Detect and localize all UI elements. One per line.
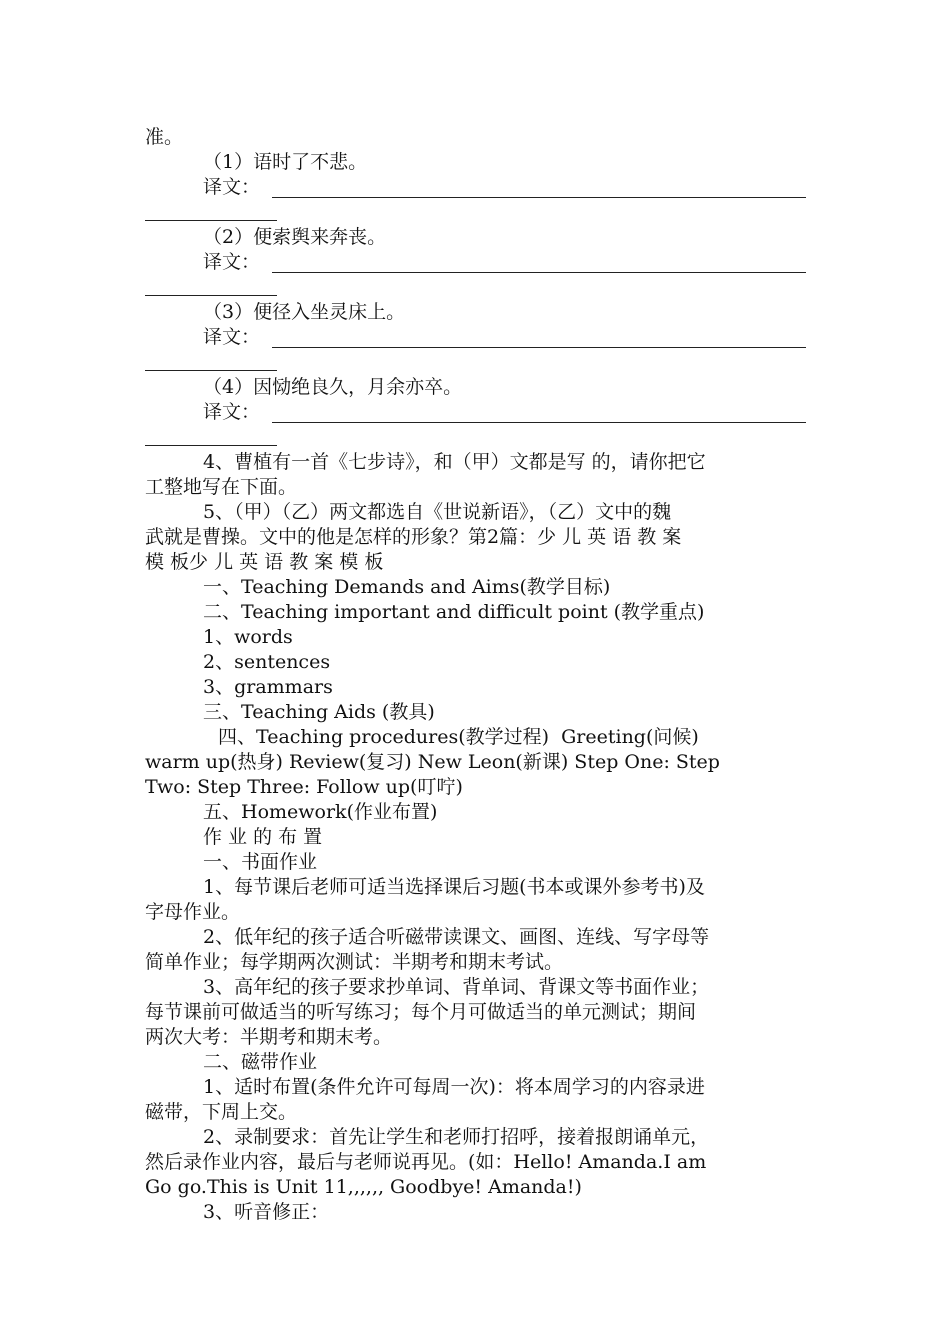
text-line: 一、书面作业 bbox=[203, 851, 318, 873]
text-line: 一、Teaching Demands and Aims(教学目标) bbox=[203, 576, 611, 598]
text-line: （1）语时了不悲。 bbox=[203, 151, 368, 173]
text-line: Two: Step Three: Follow up(叮咛) bbox=[145, 776, 463, 798]
answer-underline bbox=[272, 272, 806, 273]
text-line: 3、grammars bbox=[203, 676, 333, 698]
answer-underline-continued bbox=[145, 295, 277, 296]
text-line: 工整地写在下面。 bbox=[145, 476, 298, 498]
text-line: 1、words bbox=[203, 626, 293, 648]
text-line: 三、Teaching Aids (教具) bbox=[203, 701, 435, 723]
answer-label: 译文： bbox=[203, 326, 261, 348]
text-line: 四、Teaching procedures(教学过程) Greeting(问候) bbox=[218, 726, 699, 748]
text-line: 1、适时布置(条件允许可每周一次)：将本周学习的内容录进 bbox=[203, 1076, 705, 1098]
answer-label: 译文： bbox=[203, 401, 261, 423]
answer-underline bbox=[272, 347, 806, 348]
text-line: 武就是曹操。文中的他是怎样的形象？第2篇：少 儿 英 语 教 案 bbox=[145, 526, 682, 548]
answer-label: 译文： bbox=[203, 176, 261, 198]
answer-underline-continued bbox=[145, 220, 277, 221]
answer-label: 译文： bbox=[203, 251, 261, 273]
text-line: warm up(热身) Review(复习) New Leon(新课) Step One: Step bbox=[145, 751, 720, 773]
answer-underline-continued bbox=[145, 445, 277, 446]
text-line: 准。 bbox=[145, 126, 184, 148]
text-line: 简单作业；每学期两次测试：半期考和期末考试。 bbox=[145, 951, 564, 973]
text-line: 字母作业。 bbox=[145, 901, 241, 923]
text-line: 2、sentences bbox=[203, 651, 331, 673]
text-line: Go go.This is Unit 11,,,,,, Goodbye! Amanda!) bbox=[145, 1176, 582, 1198]
text-line: 五、Homework(作业布置) bbox=[203, 801, 438, 823]
text-line: 2、低年纪的孩子适合听磁带读课文、画图、连线、写字母等 bbox=[203, 926, 710, 948]
text-line: （4）因恸绝良久，月余亦卒。 bbox=[203, 376, 463, 398]
text-line: （2）便索舆来奔丧。 bbox=[203, 226, 387, 248]
text-line: 3、听音修正： bbox=[203, 1201, 330, 1223]
text-line: 每节课前可做适当的听写练习；每个月可做适当的单元测试；期间 bbox=[145, 1001, 697, 1023]
section-heading: 作 业 的 布 置 bbox=[203, 826, 323, 848]
text-line: 2、录制要求：首先让学生和老师打招呼，接着报朗诵单元， bbox=[203, 1126, 710, 1148]
text-line: 1、每节课后老师可适当选择课后习题(书本或课外参考书)及 bbox=[203, 876, 705, 898]
text-line: 模 板少 儿 英 语 教 案 模 板 bbox=[145, 551, 384, 573]
text-line: 二、Teaching important and difficult point (教学重点) bbox=[203, 601, 705, 623]
answer-underline bbox=[272, 197, 806, 198]
text-line: 5、（甲）（乙）两文都选自《世说新语》，（乙）文中的魏 bbox=[203, 501, 672, 523]
text-line: 磁带，下周上交。 bbox=[145, 1101, 298, 1123]
answer-underline bbox=[272, 422, 806, 423]
text-line: 4、曹植有一首《七步诗》，和（甲）文都是写 的，请你把它 bbox=[203, 451, 706, 473]
text-line: 两次大考：半期考和期末考。 bbox=[145, 1026, 393, 1048]
text-line: （3）便径入坐灵床上。 bbox=[203, 301, 406, 323]
text-line: 然后录作业内容，最后与老师说再见。(如：Hello! Amanda.I am bbox=[145, 1151, 707, 1173]
text-line: 二、磁带作业 bbox=[203, 1051, 318, 1073]
text-line: 3、高年纪的孩子要求抄单词、背单词、背课文等书面作业； bbox=[203, 976, 710, 998]
answer-underline-continued bbox=[145, 370, 277, 371]
